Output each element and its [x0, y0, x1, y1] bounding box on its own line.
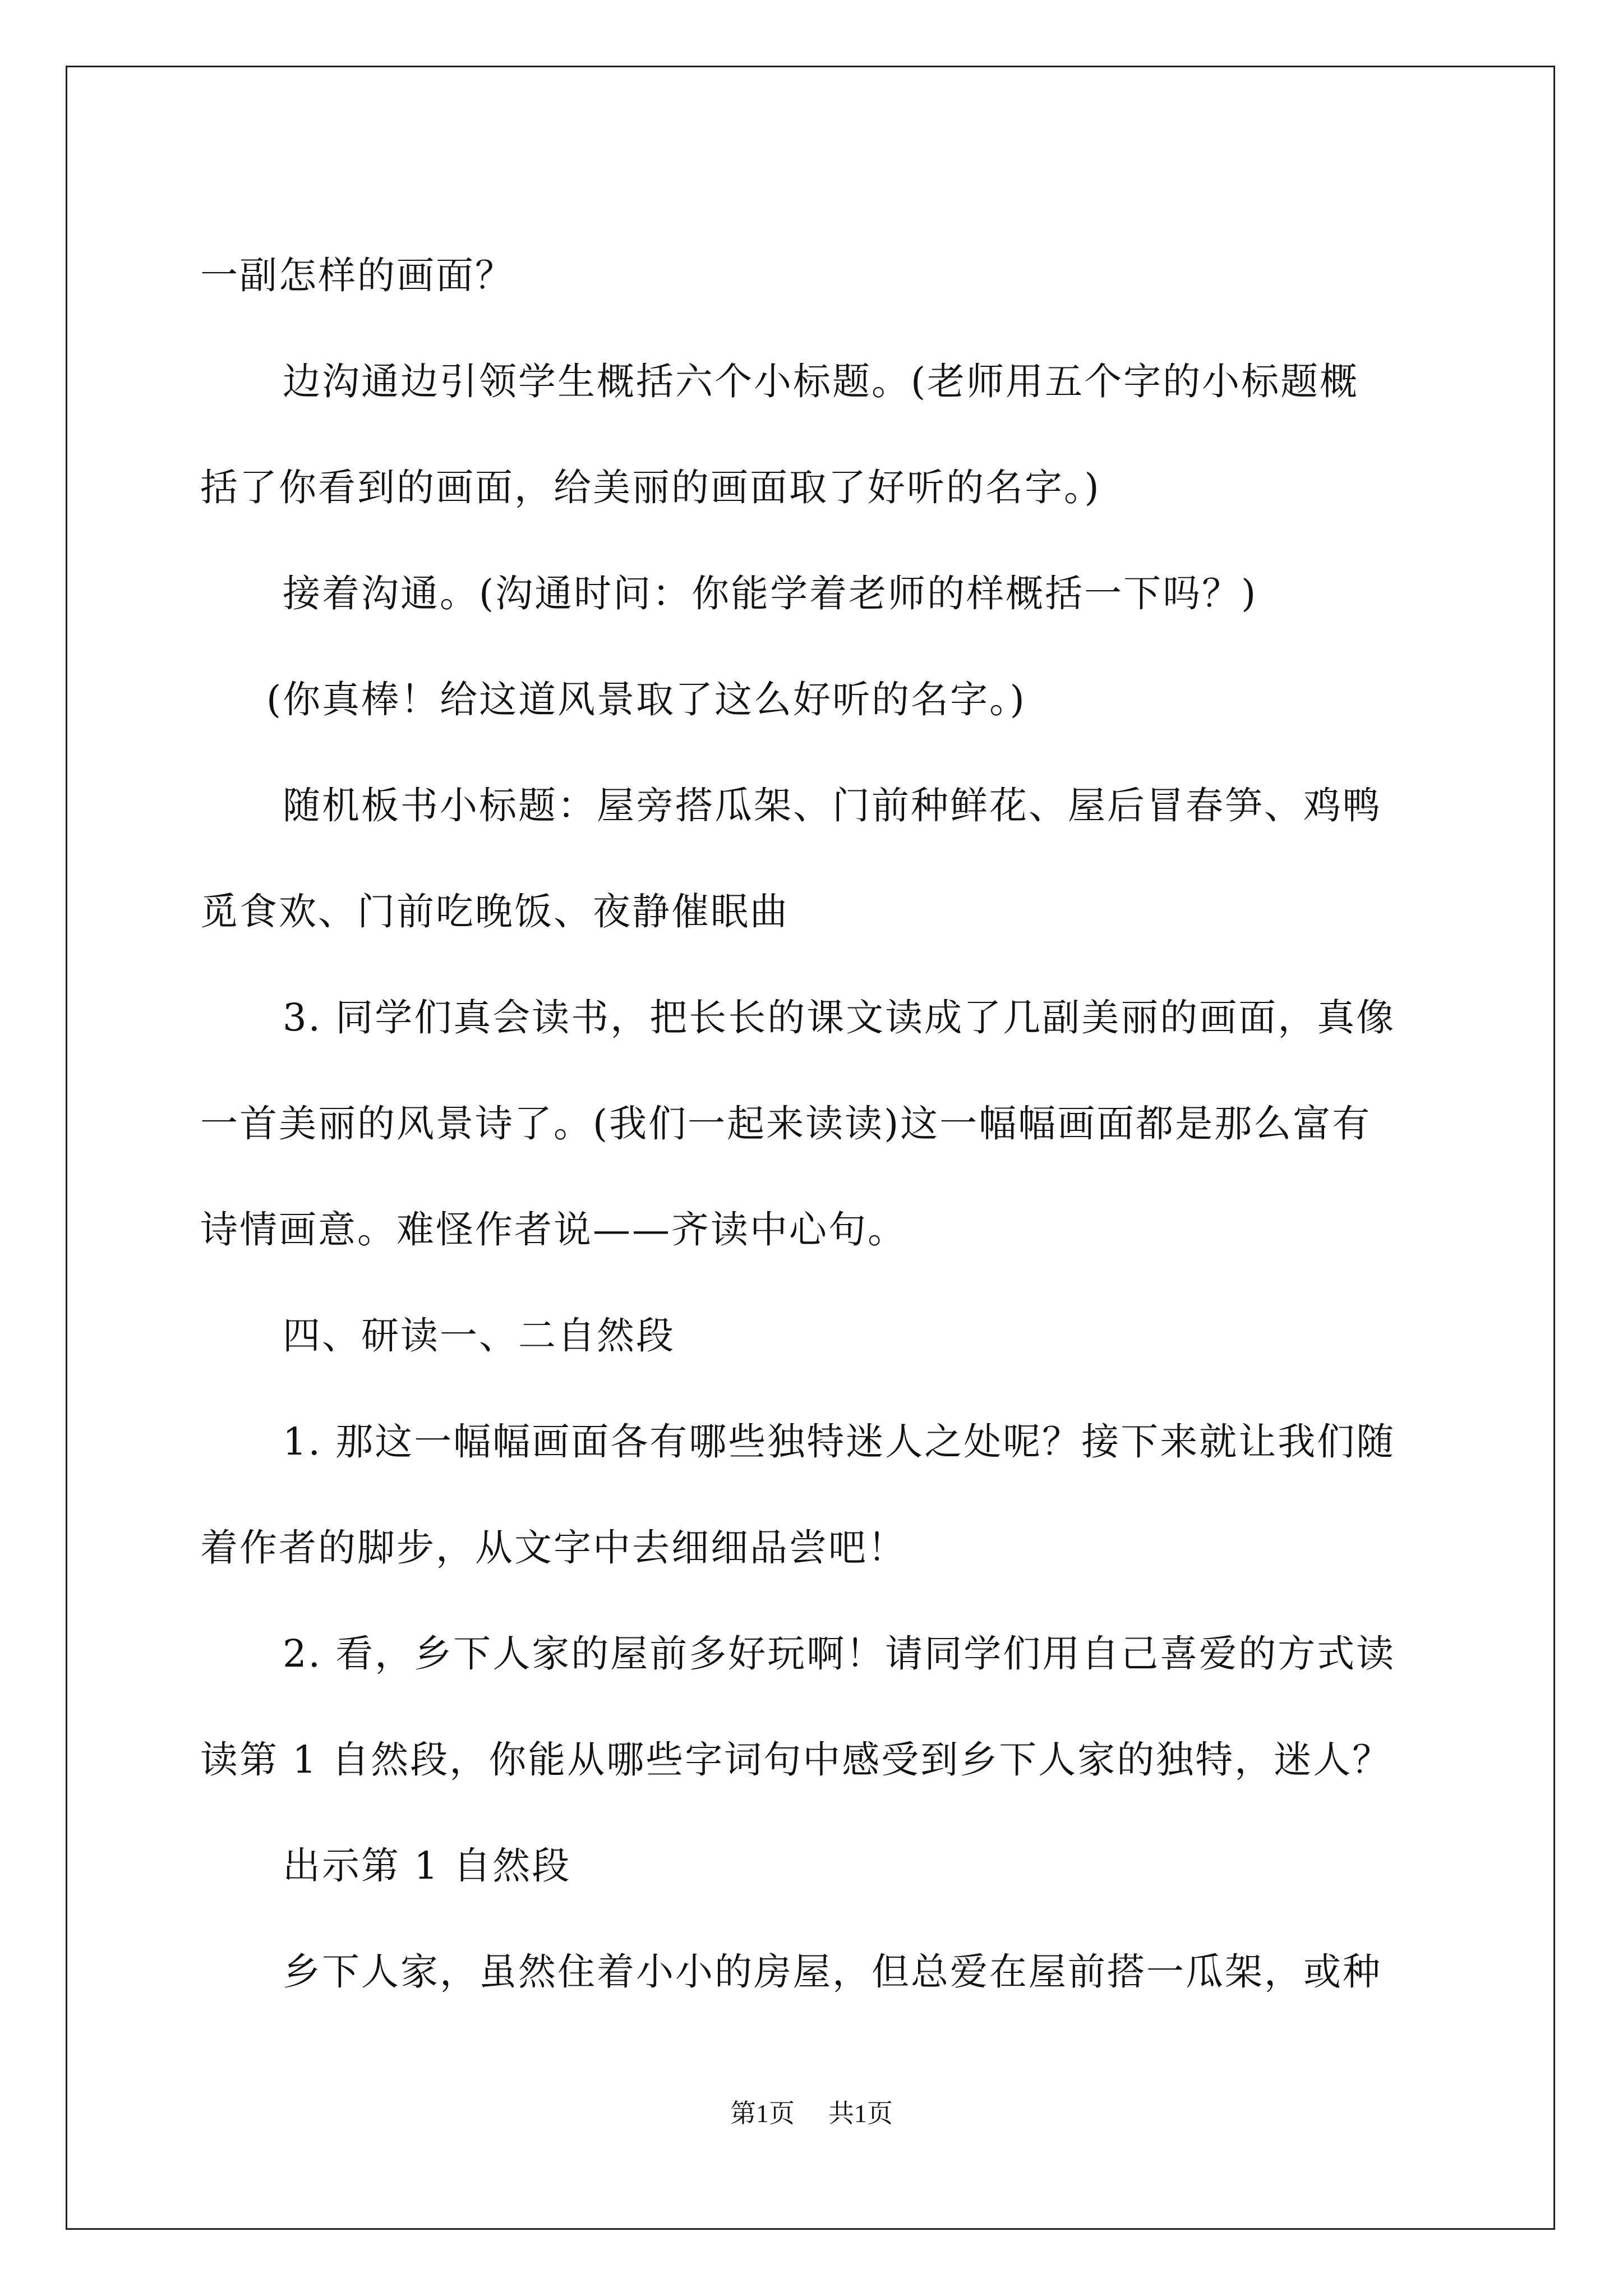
text-line: 诗情画意。难怪作者说——齐读中心句。 — [200, 1208, 907, 1251]
text-line: 括了你看到的画面，给美丽的画面取了好听的名字。) — [200, 466, 1101, 509]
text-line: 3. 同学们真会读书，把长长的课文读成了几副美丽的画面，真像 — [283, 996, 1396, 1039]
text-line: 觅食欢、门前吃晚饭、夜静催眠曲 — [200, 890, 789, 933]
text-line: (你真棒！给这道风景取了这么好听的名字。) — [266, 678, 1026, 721]
text-line: 1. 那这一幅幅画面各有哪些独特迷人之处呢？接下来就让我们随 — [283, 1420, 1396, 1464]
text-line: 着作者的脚步，从文字中去细细品尝吧！ — [200, 1526, 907, 1570]
section-heading: 四、研读一、二自然段 — [283, 1314, 675, 1358]
text-line: 一首美丽的风景诗了。(我们一起来读读)这一幅幅画面都是那么富有 — [200, 1102, 1372, 1145]
text-line: 随机板书小标题：屋旁搭瓜架、门前种鲜花、屋后冒春笋、鸡鸭 — [283, 784, 1382, 827]
text-line: 一副怎样的画面？ — [200, 254, 514, 297]
text-line: 出示第 1 自然段 — [283, 1844, 571, 1888]
document-body — [200, 223, 1434, 2025]
page-footer — [0, 2097, 1623, 2131]
text-line: 读第 1 自然段，你能从哪些字词句中感受到乡下人家的独特，迷人？ — [200, 1738, 1392, 1782]
text-line: 2. 看，乡下人家的屋前多好玩啊！请同学们用自己喜爱的方式读 — [283, 1632, 1396, 1676]
page-total: 共1页 — [828, 2099, 893, 2128]
text-line: 接着沟通。(沟通时问：你能学着老师的样概括一下吗？) — [283, 572, 1258, 615]
page-number: 第1页 — [730, 2099, 795, 2128]
text-line: 边沟通边引领学生概括六个小标题。(老师用五个字的小标题概 — [283, 360, 1359, 403]
text-line: 乡下人家，虽然住着小小的房屋，但总爱在屋前搭一瓜架，或种 — [283, 1950, 1382, 1994]
